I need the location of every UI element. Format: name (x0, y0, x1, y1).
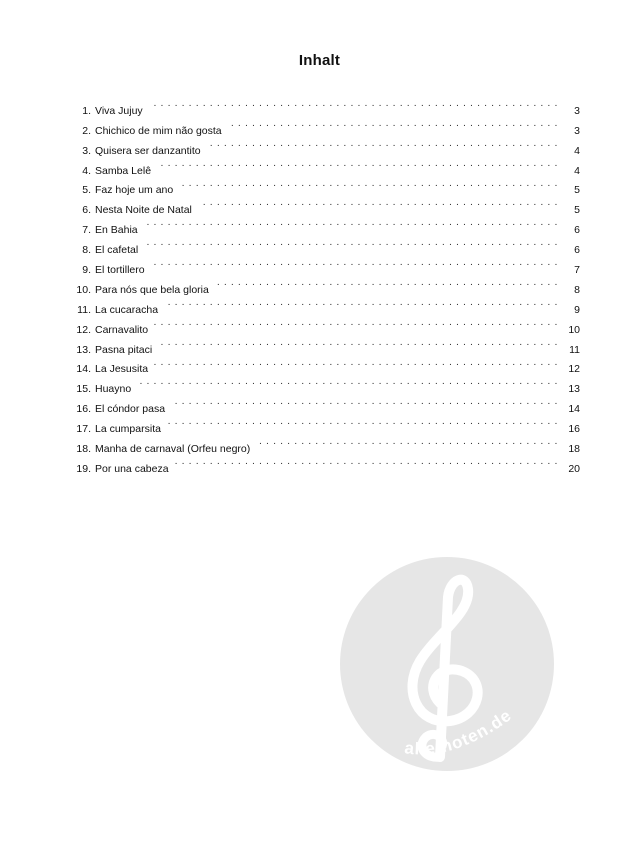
toc-entry-number: 2. (82, 124, 91, 137)
toc-entry-number: 13. (76, 343, 91, 356)
toc-entry-page: 20 (568, 462, 580, 475)
toc-entry-number: 12. (76, 323, 91, 336)
toc-entry-page: 3 (574, 104, 580, 117)
toc-entry-page: 4 (574, 164, 580, 177)
toc-entry-page: 7 (574, 264, 580, 277)
toc-entry-title: Manha de carnaval (Orfeu negro) (95, 443, 251, 456)
toc-entry-title: Samba Lelê (95, 164, 152, 177)
toc-entry-title: Viva Jujuy (95, 104, 143, 117)
toc-entry-title: La cucaracha (95, 303, 159, 316)
toc-entry-page: 5 (574, 184, 580, 197)
toc-entry-number: 11. (77, 303, 91, 316)
toc-entry-title: Nesta Noite de Natal (95, 204, 192, 217)
toc-entry-page: 10 (568, 323, 580, 336)
toc-entry-page: 5 (574, 204, 580, 217)
toc-entry-page: 12 (568, 363, 580, 376)
dot-leader (171, 392, 558, 412)
toc-entry[interactable] (72, 213, 580, 237)
toc-entry-page: 6 (574, 244, 580, 257)
toc-entry-title: En Bahia (95, 224, 138, 237)
toc-entry-number: 7. (82, 224, 91, 237)
dot-leader (151, 253, 558, 273)
toc-entry-number: 1. (82, 104, 91, 117)
toc-entry-title: Huayno (95, 383, 132, 396)
toc-entry-title: Quisera ser danzantito (95, 144, 201, 157)
table-of-contents (72, 94, 580, 475)
toc-entry[interactable] (72, 253, 580, 277)
toc-entry-title: El cafetal (95, 244, 139, 257)
dot-leader (207, 134, 558, 154)
toc-entry-page: 6 (574, 224, 580, 237)
dot-leader (157, 154, 558, 174)
dot-leader (144, 213, 558, 233)
dot-leader (175, 452, 558, 472)
toc-entry-number: 14. (76, 363, 91, 376)
toc-entry-title: Faz hoje um ano (95, 184, 174, 197)
watermark-logo (340, 557, 554, 771)
toc-entry-number: 5. (82, 184, 91, 197)
dot-leader (164, 293, 558, 313)
toc-entry-number: 9. (82, 264, 91, 277)
toc-entry-title: La cumparsita (95, 423, 161, 436)
toc-entry-number: 15. (76, 383, 91, 396)
toc-entry-title: Por una cabeza (95, 462, 169, 475)
toc-entry-number: 8. (82, 244, 91, 257)
toc-entry-title: Para nós que bela gloria (95, 283, 209, 296)
toc-entry-page: 14 (568, 403, 580, 416)
toc-entry-number: 10. (76, 283, 91, 296)
dot-leader (144, 233, 558, 253)
dot-leader (154, 313, 558, 333)
toc-entry-page: 11 (569, 343, 580, 356)
toc-entry-title: La Jesusita (95, 363, 149, 376)
toc-entry-page: 3 (574, 124, 580, 137)
dot-leader (158, 333, 558, 353)
toc-entry-title: Pasna pitaci (95, 343, 153, 356)
dot-leader (198, 193, 558, 213)
toc-entry[interactable] (72, 372, 580, 396)
toc-entry-page: 4 (574, 144, 580, 157)
dot-leader (137, 372, 558, 392)
toc-entry-number: 4. (82, 164, 91, 177)
toc-entry-title: El tortillero (95, 264, 145, 277)
toc-entry-title: El cóndor pasa (95, 403, 166, 416)
toc-entry[interactable] (72, 94, 580, 117)
dot-leader (179, 174, 558, 194)
toc-entry-title: Chichico de mim não gosta (95, 124, 222, 137)
toc-entry-number: 16. (76, 403, 91, 416)
toc-entry-number: 19. (76, 462, 91, 475)
dot-leader (256, 432, 558, 452)
toc-entry-number: 6. (82, 204, 91, 217)
toc-entry-number: 3. (82, 144, 91, 157)
dot-leader (167, 412, 558, 432)
toc-entry-page: 18 (568, 443, 580, 456)
toc-entry-page: 9 (574, 303, 580, 316)
toc-entry-number: 17. (76, 423, 91, 436)
watermark-text-path: alle-noten.de (403, 705, 516, 759)
dot-leader (215, 273, 558, 293)
toc-entry[interactable] (72, 233, 580, 257)
toc-entry-page: 8 (574, 283, 580, 296)
toc-entry-number: 18. (76, 443, 91, 456)
dot-leader (228, 114, 558, 134)
dot-leader (154, 353, 558, 373)
toc-entry-page: 16 (568, 423, 580, 436)
page-title: Inhalt (298, 52, 341, 69)
dot-leader (149, 94, 558, 114)
toc-entry-page: 13 (568, 383, 580, 396)
toc-entry[interactable] (72, 392, 580, 416)
toc-entry-title: Carnavalito (95, 323, 149, 336)
